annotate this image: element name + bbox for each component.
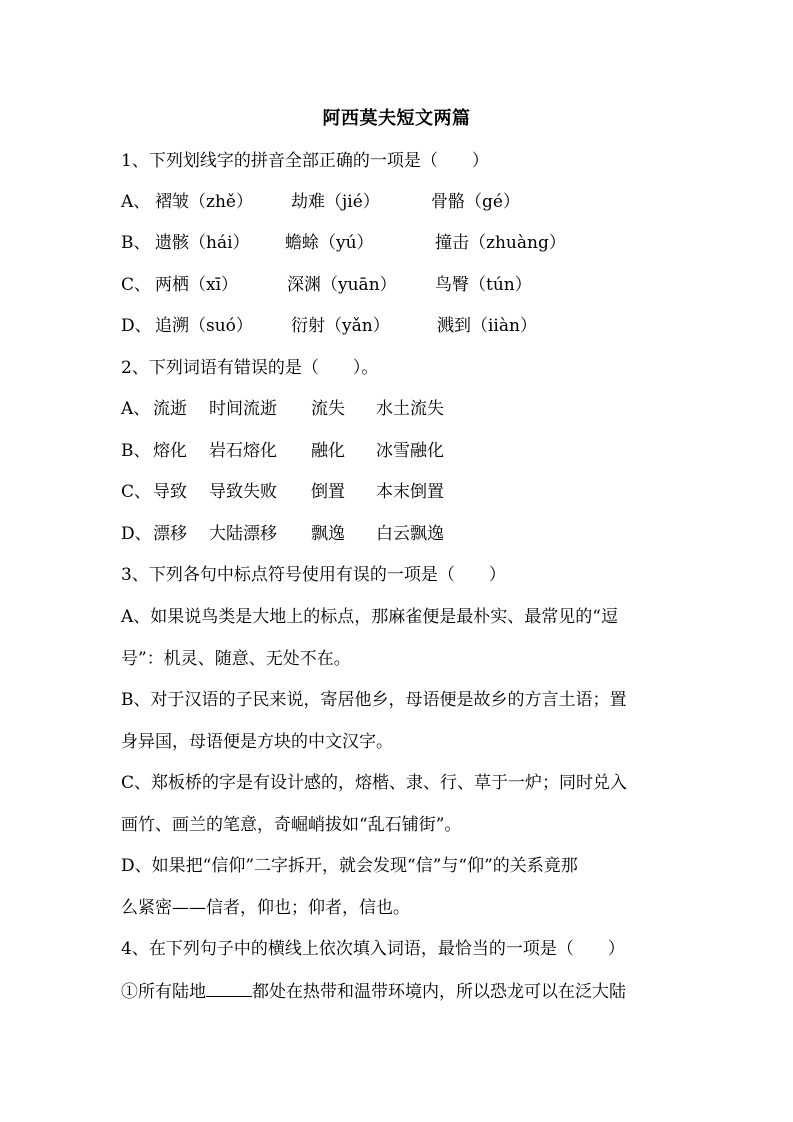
option-item: 追溯（suó） <box>155 316 253 336</box>
option-item: 导致失败 <box>209 482 277 502</box>
q3-option-c-line2: 画竹、画兰的笔意，奇崛峭拔如“乱石铺街”。 <box>121 815 462 835</box>
option-label: B、 <box>121 233 151 253</box>
q3-option-c-line1: C、郑板桥的字是有设计感的，熔楷、隶、行、草于一炉；同时兑入 <box>121 773 628 793</box>
option-item: 流逝 <box>153 399 187 419</box>
q3-option-d-line2: 么紧密——信者，仰也；仰者，信也。 <box>121 898 410 918</box>
question-1-stem: 1、下列划线字的拼音全部正确的一项是（ ） <box>121 151 489 171</box>
q3-option-b-line1: B、对于汉语的子民来说，寄居他乡，母语便是故乡的方言土语；置 <box>121 690 627 710</box>
question-2-stem: 2、下列词语有错误的是（ ）。 <box>121 358 379 378</box>
option-item: 遗骸（hái） <box>155 233 250 253</box>
option-item: 熔化 <box>153 441 187 461</box>
option-item: 时间流逝 <box>209 399 277 419</box>
option-item: 大陆漂移 <box>209 524 277 544</box>
option-item: 撞击（zhuàng） <box>435 233 566 253</box>
option-label: B、 <box>121 441 151 461</box>
option-label: A、 <box>121 192 151 212</box>
q3-option-a-line1: A、如果说鸟类是大地上的标点，那麻雀便是最朴实、最常见的“逗 <box>121 607 618 627</box>
option-item: 蟾蜍（yú） <box>285 233 374 253</box>
option-item: 鸟臀（tún） <box>435 275 532 295</box>
q3-option-b-line2: 身异国，母语便是方块的中文汉字。 <box>121 732 393 752</box>
option-label: C、 <box>121 275 152 295</box>
option-item: 水土流失 <box>376 399 444 419</box>
option-item: 飘逸 <box>311 524 345 544</box>
option-item: 融化 <box>311 441 345 461</box>
option-item: 两栖（xī） <box>155 275 239 295</box>
option-item: 漂移 <box>153 524 187 544</box>
option-item: 骨骼（gé） <box>431 192 520 212</box>
option-item: 褶皱（zhě） <box>155 192 253 212</box>
page-title: 阿西莫夫短文两篇 <box>322 108 471 129</box>
option-label: A、 <box>121 399 151 419</box>
option-item: 劫难（jié） <box>291 192 380 212</box>
option-item: 导致 <box>153 482 187 502</box>
option-item: 本末倒置 <box>376 482 444 502</box>
option-item: 岩石熔化 <box>209 441 277 461</box>
option-item: 深渊（yuān） <box>287 275 397 295</box>
option-item: 流失 <box>311 399 345 419</box>
sentence-end: 都处在热带和温带环境内，所以恐龙可以在泛大陆 <box>252 982 626 1002</box>
question-4-stem: 4、在下列句子中的横线上依次填入词语，最恰当的一项是（ ） <box>121 939 625 959</box>
option-label: C、 <box>121 482 152 502</box>
question-3-stem: 3、下列各句中标点符号使用有误的一项是（ ） <box>121 565 506 585</box>
option-item: 衍射（yǎn） <box>291 316 390 336</box>
fill-in-blank <box>206 980 252 997</box>
q3-option-a-line2: 号”：机灵、随意、无处不在。 <box>121 649 351 669</box>
option-item: 白云飘逸 <box>376 524 444 544</box>
option-label: D、 <box>121 316 152 336</box>
q3-option-d-line1: D、如果把“信仰”二字拆开，就会发现“信”与“仰”的关系竟那 <box>121 856 578 876</box>
sentence-start: ①所有陆地 <box>121 982 206 1002</box>
option-item: 倒置 <box>311 482 345 502</box>
option-item: 溅到（iiàn） <box>437 316 537 336</box>
q4-sentence-1 <box>121 980 681 1003</box>
option-label: D、 <box>121 524 152 544</box>
option-item: 冰雪融化 <box>376 441 444 461</box>
